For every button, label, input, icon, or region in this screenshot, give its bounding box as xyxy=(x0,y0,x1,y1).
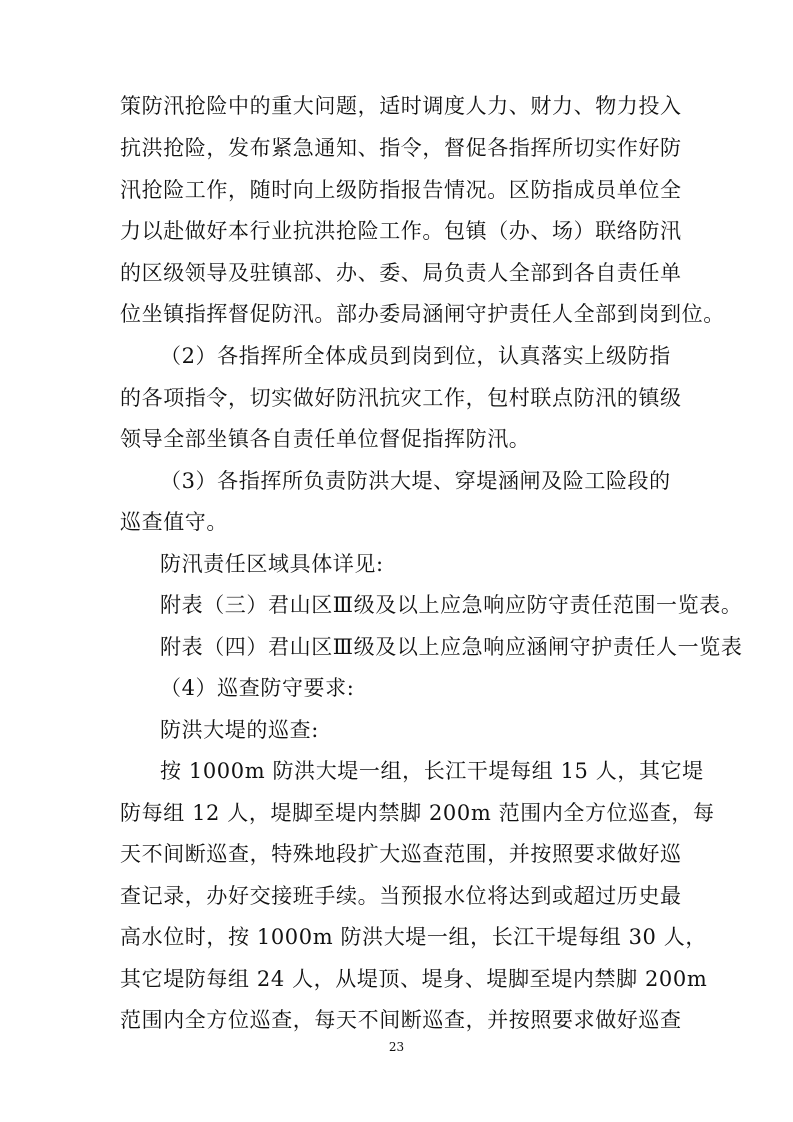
text-line: 的各项指令，切实做好防汛抗灾工作，包村联点防汛的镇级 xyxy=(120,386,682,410)
text-line: 巡查值守。 xyxy=(120,510,228,534)
text-line: 的区级领导及驻镇部、办、委、局负责人全部到各自责任单 xyxy=(120,261,682,285)
text-line: （3）各指挥所负责防洪大堤、穿堤涵闸及险工险段的 xyxy=(160,469,671,493)
text-line: 其它堤防每组 24 人，从堤顶、堤身、堤脚至堤内禁脚 200m xyxy=(120,967,708,991)
text-line: 查记录，办好交接班手续。当预报水位将达到或超过历史最 xyxy=(120,884,682,908)
page-number: 23 xyxy=(388,1040,405,1054)
text-line: 抗洪抢险，发布紧急通知、指令，督促各指挥所切实作好防 xyxy=(120,136,682,160)
text-line: 高水位时，按 1000m 防洪大堤一组，长江干堤每组 30 人， xyxy=(120,925,707,949)
text-line: 附表（四）君山区Ⅲ级及以上应急响应涵闸守护责任人一览表 xyxy=(160,635,743,659)
text-line: 防每组 12 人，堤脚至堤内禁脚 200m 范围内全方位巡查，每 xyxy=(120,801,715,825)
text-line: 防洪大堤的巡查: xyxy=(160,718,319,742)
text-line: 位坐镇指挥督促防汛。部办委局涵闸守护责任人全部到岗到位。 xyxy=(120,302,725,326)
text-line: 策防汛抢险中的重大问题，适时调度人力、财力、物力投入 xyxy=(120,94,682,118)
text-line: 天不间断巡查，特殊地段扩大巡查范围，并按照要求做好巡 xyxy=(120,842,682,866)
text-line: 防汛责任区域具体详见: xyxy=(160,552,384,576)
text-line: 范围内全方位巡查，每天不间断巡查，并按照要求做好巡查 xyxy=(120,1008,682,1032)
text-line: 按 1000m 防洪大堤一组，长江干堤每组 15 人，其它堤 xyxy=(160,759,704,783)
text-line: 领导全部坐镇各自责任单位督促指挥防汛。 xyxy=(120,427,531,451)
text-line: 汛抢险工作，随时向上级防指报告情况。区防指成员单位全 xyxy=(120,178,682,202)
text-line: （2）各指挥所全体成员到岗到位，认真落实上级防指 xyxy=(160,344,671,368)
text-line: 附表（三）君山区Ⅲ级及以上应急响应防守责任范围一览表。 xyxy=(160,593,743,617)
text-line: （4）巡查防守要求: xyxy=(160,676,355,700)
text-line: 力以赴做好本行业抗洪抢险工作。包镇（办、场）联络防汛 xyxy=(120,219,682,243)
